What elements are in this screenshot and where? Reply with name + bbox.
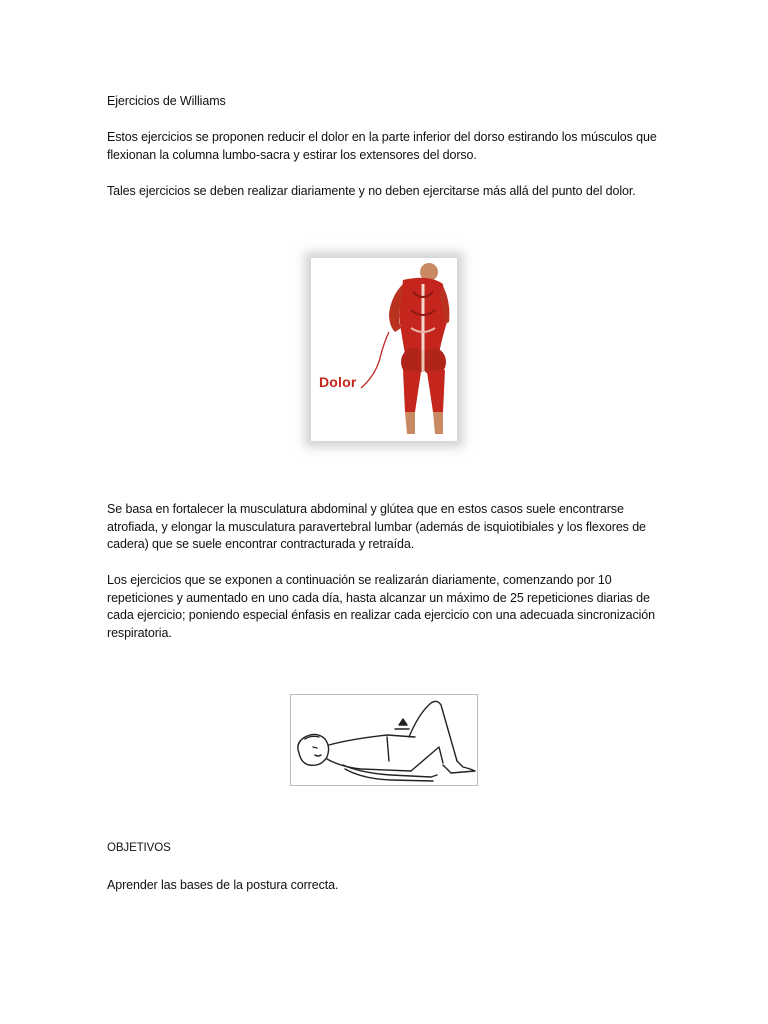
paragraph-objective-1: Aprender las bases de la postura correcta. <box>107 878 339 892</box>
lying-person-drawing <box>291 695 477 785</box>
paragraph-repetitions: Los ejercicios que se exponen a continuación se realizarán diariamente, comenzando por 10 repeticiones y aumentado en uno cada día, hasta alcanzar un máximo de 25 repeticiones diarias de cada ejercicio; poniendo especial énfasis en realizar cada ejercicio con una adecuada sincronización respiratoria. <box>107 573 655 640</box>
muscular-back-figure <box>315 262 453 437</box>
section-heading-objetivos: OBJETIVOS <box>107 842 171 854</box>
paragraph-daily: Tales ejercicios se deben realizar diariamente y no deben ejercitarse más allá del punto del dolor. <box>107 184 636 198</box>
paragraph-intro: Estos ejercicios se proponen reducir el dolor en la parte inferior del dorso estirando los músculos que flexionan la columna lumbo-sacra y estirar los extensores del dorso. <box>107 130 657 162</box>
supine-exercise-illustration <box>290 694 478 786</box>
paragraph-basis: Se basa en fortalecer la musculatura abdominal y glútea que en estos casos suele encontrarse atrofiada, y elongar la musculatura paravertebral lumbar (además de isquiotibiales y los flexores de cadera) que se suele encontrar contracturada y retraída. <box>107 502 646 551</box>
back-pain-illustration <box>311 258 457 441</box>
document-title: Ejercicios de Williams <box>107 94 226 108</box>
pain-label: Dolor <box>319 374 357 390</box>
